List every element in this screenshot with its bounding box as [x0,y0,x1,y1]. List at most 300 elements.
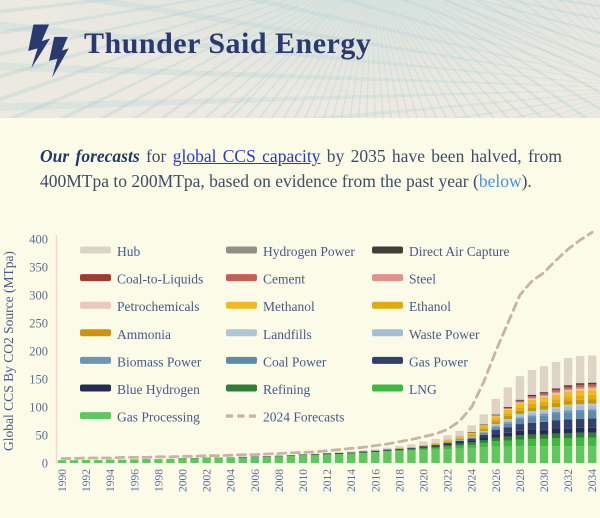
bar-segment [480,443,488,447]
legend-swatch [372,302,403,309]
bar-segment [588,404,596,406]
bar-segment [588,355,596,382]
bar-segment [552,390,560,391]
bar-segment [431,444,439,445]
bar-segment [178,459,186,463]
bar-segment [431,450,439,463]
bar-segment [58,460,66,463]
bar-segment [455,446,463,449]
legend-swatch [226,247,257,254]
bar-segment [564,401,572,405]
bar-segment [492,415,500,416]
y-axis-ticks [29,233,48,471]
y-tick-label: 0 [42,457,48,471]
legend-swatch [80,274,111,281]
bar-segment [455,431,463,437]
bar-segment [419,446,427,447]
bar-segment [492,441,500,447]
x-tick-label: 2008 [274,469,286,492]
bar-segment [552,389,560,390]
ccs-chart-svg [0,223,600,513]
x-tick-label: 2024 [467,469,479,492]
bar-segment [214,458,222,463]
bar-segment [455,440,463,441]
bar-segment [443,445,451,447]
bar-segment [552,407,560,409]
bar-segment [552,412,560,414]
bar-segment [564,389,572,390]
bar-segment [588,406,596,409]
legend-label: Steel [409,272,436,287]
bar-segment [576,395,584,399]
bar-segment [576,410,584,412]
bar-segment [504,433,512,437]
legend-item-steel [372,272,436,287]
bar-segment [576,383,584,384]
legend-swatch [226,329,257,336]
bar-segment [552,390,560,392]
bar-segment [540,410,548,412]
bar-segment [359,452,367,453]
y-tick-label: 50 [36,429,49,443]
legend-item-biomass-power [80,354,202,369]
bar-segment [468,440,476,442]
bar-segment [468,448,476,463]
bar-segment [287,456,295,463]
bar-segment [431,446,439,447]
bar-segment [588,382,596,383]
bar-segment [443,443,451,444]
legend-label: Hydrogen Power [263,244,355,259]
legend-item-refining [226,382,310,397]
bar-segment [383,450,391,451]
legend-swatch [80,302,111,309]
bar-segment [564,387,572,389]
bar-segment [70,460,78,463]
bar-segment [588,399,596,403]
bar-segment [431,444,439,445]
bar-segment [359,452,367,453]
bar-segment [588,411,596,418]
legend-label: Ammonia [117,327,171,342]
bar-segment [311,453,319,454]
bar-segment [395,450,403,451]
x-tick-label: 2032 [563,469,575,492]
bar-segment [516,403,524,404]
legend-label: Waste Power [409,327,480,342]
legend-label: Hub [117,244,140,259]
legend-label: Biomass Power [117,354,202,369]
bar-segment [492,415,500,416]
bar-segment [407,450,415,451]
bar-segment [540,422,548,430]
x-tick-label: 2018 [394,469,406,492]
bar-segment [504,437,512,441]
bar-segment [528,370,536,395]
bar-segment [383,448,391,450]
bar-segment [492,419,500,421]
bar-segment [419,449,427,450]
bar-segment [576,406,584,409]
bar-segment [540,397,548,401]
bar-segment [407,449,415,450]
legend-label: Petrochemicals [117,299,199,314]
legend-label: 2024 Forecasts [263,410,344,425]
bar-segment [480,425,488,427]
bar-segment [588,433,596,438]
bar-segment [431,439,439,443]
bar-segment [106,460,114,463]
bar-segment [576,412,584,419]
bar-segment [251,457,259,463]
bar-segment [552,438,560,446]
bar-segment [347,452,355,453]
bar-segment [564,385,572,386]
x-tick-label: 2010 [298,469,310,492]
bar-segment [480,438,488,441]
bar-segment [576,419,584,428]
bar-segment [492,416,500,417]
bar-segment [419,448,427,449]
bar-segment [576,387,584,389]
bar-segment [540,394,548,396]
legend-swatch [372,247,403,254]
legend-item-blue-hydrogen [80,382,200,397]
legend-item-hydrogen-power [226,244,355,259]
bar-segment [588,389,596,390]
bar-segment [504,387,512,407]
bar-segment [468,425,476,432]
bar-segment [383,452,391,463]
bar-segment [504,409,512,410]
bar-segment [516,415,524,417]
legend-item-ammonia [80,327,171,342]
bar-segment [540,366,548,392]
bar-segment [455,441,463,442]
x-tick-label: 2022 [443,469,455,492]
legend-swatch [80,247,111,254]
bar-segment [492,422,500,425]
bar-segment [323,453,331,454]
bar-segment [564,396,572,400]
bar-segment [540,430,548,435]
legend-swatch [226,302,257,309]
bar-segment [576,404,584,406]
intro-lead: Our forecasts [40,146,140,166]
y-tick-label: 250 [29,317,48,331]
legend-swatch [372,385,403,392]
bar-segment [588,387,596,389]
bar-segment [516,439,524,446]
bar-segment [588,390,596,395]
bar-segment [552,394,560,399]
bar-segment [552,420,560,428]
x-tick-label: 2026 [491,469,503,492]
bar-segment [251,457,259,458]
bar-segment [419,446,427,447]
bar-segment [528,408,536,412]
bar-segment [419,441,427,444]
bar-segment [263,456,271,457]
bar-segment [419,450,427,463]
bar-segment [516,403,524,407]
bar-segment [528,413,536,416]
bar-segment [383,451,391,452]
bar-segment [468,432,476,433]
y-tick-label: 150 [29,373,48,387]
below-link[interactable]: below [479,171,522,191]
bar-segment [528,399,536,400]
bar-segment [504,416,512,419]
bar-segment [540,411,548,414]
bar-segment [588,395,596,399]
bar-segment [468,442,476,444]
bar-segment [588,409,596,411]
bar-segment [576,400,584,404]
x-tick-label: 2004 [226,469,238,492]
y-tick-label: 200 [29,345,48,359]
bar-segment [239,457,247,463]
bar-segment [528,396,536,397]
bar-segment [468,439,476,441]
legend-label: Direct Air Capture [409,244,509,259]
legend-item-gas-power [372,354,468,369]
bar-segment [359,453,367,463]
bar-segment [564,438,572,446]
legend-item-ethanol [372,299,451,314]
bar-segment [504,409,512,410]
legend-swatch [80,329,111,336]
bar-segment [540,446,548,463]
bar-segment [299,454,307,455]
bar-segment [359,450,367,451]
ccs-forecast-chart [0,223,600,513]
bar-segment [443,442,451,443]
y-tick-label: 400 [29,233,48,247]
bar-segment [564,405,572,407]
legend-item-waste-power [372,327,480,342]
bar-segment [528,417,536,423]
bar-segment [492,438,500,441]
bar-segment [588,428,596,433]
bar-segment [492,417,500,420]
legend-label: Methanol [263,299,315,314]
bar-segment [540,395,548,396]
x-tick-label: 2012 [322,469,334,492]
bar-segment [516,400,524,401]
bar-segment [492,424,500,425]
bar-segment [528,430,536,434]
bar-segment [323,454,331,455]
bar-segment [323,453,331,454]
legend-swatch [372,357,403,364]
bar-segment [335,453,343,454]
bar-segment [455,442,463,444]
bar-segment [468,445,476,448]
bar-segment [371,449,379,451]
legend-label: Cement [263,272,305,287]
legend-swatch [226,274,257,281]
bar-segment [540,406,548,410]
legend-label: Coal-to-Liquids [117,272,203,287]
legend-label: Refining [263,382,310,397]
thunder-said-energy-logo[interactable] [22,16,74,93]
x-tick-label: 2020 [419,469,431,492]
bar-segment [323,455,331,463]
bar-segment [431,445,439,446]
bar-segment [371,452,379,453]
bar-segment [154,459,162,463]
bar-segment [576,385,584,386]
bar-segment [540,414,548,416]
bar-segment [516,446,524,463]
bar-segment [468,435,476,436]
x-tick-label: 2006 [250,469,262,492]
bar-segment [492,425,500,426]
bar-segment [576,428,584,433]
legend-swatch [80,385,111,392]
bar-segment [395,446,403,448]
bar-segment [588,384,596,385]
ccs-capacity-link[interactable]: global CCS capacity [173,146,321,166]
bar-segment [528,439,536,446]
bar-segment [540,439,548,446]
bar-segment [552,414,560,420]
bar-segment [564,428,572,433]
bar-segment [552,399,560,403]
bar-segment [455,438,463,439]
bar-segment [287,455,295,456]
chart-legend [80,244,509,425]
site-header [0,0,600,118]
bar-segment [564,410,572,412]
bar-segment [504,408,512,409]
bar-segment [142,459,150,463]
bar-segment [371,452,379,463]
bar-segment [130,459,138,463]
y-tick-label: 300 [29,289,48,303]
bar-segment [455,448,463,463]
lightning-bolts-icon [22,16,74,88]
bar-segment [480,414,488,424]
legend-item-hub [80,244,140,259]
bar-segment [540,434,548,438]
bar-segment [395,449,403,450]
bar-segment [335,454,343,463]
bar-segment [443,440,451,441]
y-axis-title: Global CCS By CO2 Source (MTpa) [1,251,16,451]
bar-segment [516,431,524,435]
legend-swatch [226,385,257,392]
bar-segment [299,455,307,463]
bar-segment [552,362,560,388]
bar-segment [576,356,584,383]
bar-segment [528,446,536,463]
bar-segment [516,424,524,431]
bar-segment [576,390,584,395]
bar-segment [239,457,247,458]
bar-segment [480,424,488,425]
bar-segment [227,458,235,463]
bar-segment [552,393,560,394]
bar-segment [504,422,512,423]
bar-segment [263,457,271,463]
bar-segment [516,419,524,424]
bar-segment [335,452,343,453]
bar-segment [564,407,572,410]
bar-segment [455,437,463,438]
bar-segment [504,413,512,416]
legend-item-petrochemicals [80,299,199,314]
bar-segment [528,400,536,404]
bar-segment [455,439,463,440]
legend-label: Gas Processing [117,410,200,425]
bar-segment [528,395,536,396]
bar-segment [564,387,572,388]
bar-segment [407,447,415,448]
legend-swatch [226,357,257,364]
bar-segment [407,448,415,449]
bar-segment [564,358,572,385]
bar-segment [395,451,403,463]
bar-segment [504,447,512,463]
x-tick-label: 1992 [81,469,93,492]
bar-segment [528,423,536,430]
legend-item-cement [226,272,305,287]
bar-segment [516,418,524,419]
bar-segment [516,414,524,415]
bar-segment [443,447,451,449]
bar-segment [166,459,174,463]
x-tick-label: 1996 [129,469,141,492]
bar-segment [588,446,596,463]
x-axis-labels [57,469,599,492]
bar-segment [528,434,536,438]
bar-segment [492,447,500,463]
bar-segment [371,451,379,452]
bar-segment [202,458,210,463]
legend-swatch [372,329,403,336]
bar-segment [564,413,572,420]
bar-segment [516,376,524,400]
bar-segment [540,416,548,422]
legend-item-coal-power [226,354,327,369]
x-tick-label: 2000 [178,469,190,492]
bar-segment [564,390,572,391]
legend-label: Ethanol [409,299,451,314]
bar-segment [576,433,584,438]
legend-item-2024-forecasts [226,410,344,425]
legend-item-lng [372,382,437,397]
bar-segment [552,409,560,412]
bar-segment [564,446,572,463]
bar-segment [516,402,524,403]
bar-segment [492,434,500,437]
legend-item-gas-processing [80,410,200,425]
bar-segment [576,385,584,387]
bar-segment [588,383,596,384]
bar-segment [419,445,427,446]
bar-segment [455,444,463,446]
legend-item-landfills [226,327,312,342]
bar-segment [528,398,536,399]
bar-segment [516,411,524,414]
bar-segment [395,450,403,451]
bar-segment [552,429,560,434]
x-tick-label: 2002 [202,469,214,492]
bar-segment [468,432,476,433]
bar-segment [443,449,451,463]
